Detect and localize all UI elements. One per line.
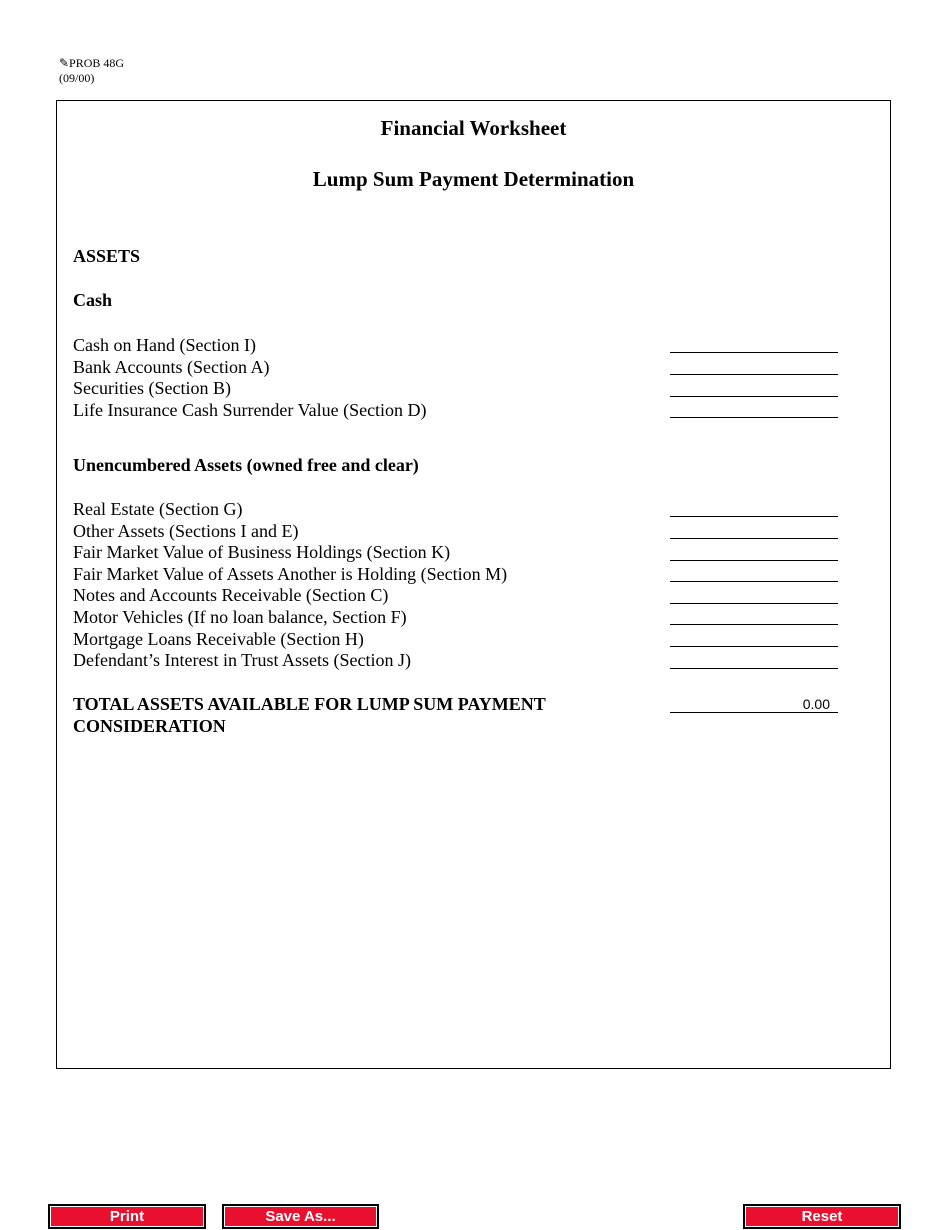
cash-item-label: Bank Accounts (Section A) bbox=[73, 357, 270, 377]
cash-item-label: Life Insurance Cash Surrender Value (Section D) bbox=[73, 400, 427, 420]
cash-heading: Cash bbox=[73, 290, 113, 310]
unencumbered-item-label: Fair Market Value of Business Holdings (Section K) bbox=[73, 542, 451, 562]
assets-heading: ASSETS bbox=[73, 246, 141, 266]
notes-receivable-field[interactable] bbox=[670, 603, 838, 604]
trust-assets-field[interactable] bbox=[670, 668, 838, 669]
page-title: Financial Worksheet bbox=[380, 116, 567, 140]
assets-another-holding-field[interactable] bbox=[670, 581, 838, 582]
real-estate-field[interactable] bbox=[670, 516, 838, 517]
other-assets-field[interactable] bbox=[670, 538, 838, 539]
cash-on-hand-field[interactable] bbox=[670, 352, 838, 353]
unencumbered-item-label: Other Assets (Sections I and E) bbox=[73, 521, 299, 541]
securities-field[interactable] bbox=[670, 396, 838, 397]
bank-accounts-field[interactable] bbox=[670, 374, 838, 375]
total-label-line2: CONSIDERATION bbox=[73, 716, 226, 736]
unencumbered-item-label: Motor Vehicles (If no loan balance, Section F) bbox=[73, 607, 407, 627]
reset-button[interactable]: Reset bbox=[743, 1204, 901, 1229]
form-revision: (09/00) bbox=[59, 71, 95, 85]
motor-vehicles-field[interactable] bbox=[670, 624, 838, 625]
cash-item-label: Cash on Hand (Section I) bbox=[73, 335, 256, 355]
form-identifier bbox=[59, 56, 124, 86]
unencumbered-item-label: Defendant’s Interest in Trust Assets (Section J) bbox=[73, 650, 411, 670]
unencumbered-item-label: Notes and Accounts Receivable (Section C) bbox=[73, 585, 389, 605]
unencumbered-item-label: Fair Market Value of Assets Another is Holding (Section M) bbox=[73, 564, 508, 584]
life-insurance-field[interactable] bbox=[670, 417, 838, 418]
mortgage-loans-field[interactable] bbox=[670, 646, 838, 647]
save-as-button[interactable]: Save As... bbox=[222, 1204, 379, 1229]
total-assets-field[interactable]: 0.00 bbox=[670, 695, 838, 713]
unencumbered-heading: Unencumbered Assets (owned free and clear) bbox=[73, 455, 419, 475]
unencumbered-item-label: Real Estate (Section G) bbox=[73, 499, 243, 519]
page-subtitle: Lump Sum Payment Determination bbox=[312, 167, 635, 191]
total-label-line1: TOTAL ASSETS AVAILABLE FOR LUMP SUM PAYMENT bbox=[73, 694, 546, 714]
cash-item-label: Securities (Section B) bbox=[73, 378, 231, 398]
print-button[interactable]: Print bbox=[48, 1204, 206, 1229]
business-holdings-field[interactable] bbox=[670, 560, 838, 561]
unencumbered-item-label: Mortgage Loans Receivable (Section H) bbox=[73, 629, 364, 649]
form-number: ✎PROB 48G bbox=[59, 56, 125, 70]
total-assets-label bbox=[73, 693, 633, 737]
